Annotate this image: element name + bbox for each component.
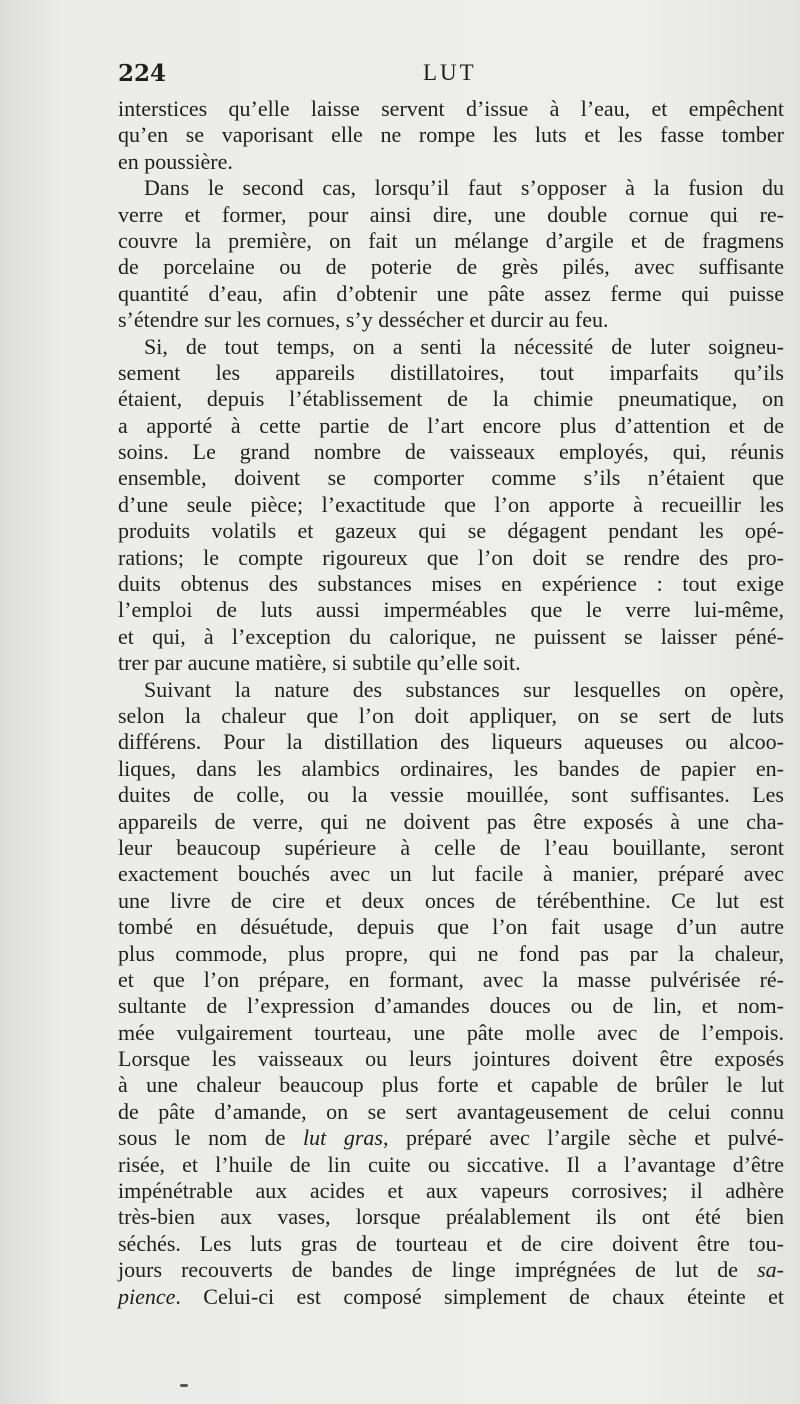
text-line: a apporté à cette partie de l’art encore plus d’attention et de — [118, 412, 784, 438]
page-header — [118, 60, 780, 94]
text-line: quantité d’eau, afin d’obtenir une pâte assez ferme qui puisse — [118, 280, 784, 306]
text-segment: sous le nom de — [118, 1125, 304, 1151]
italic-term: pience — [118, 1283, 176, 1309]
text-line: Lorsque les vaisseaux ou leurs jointures doivent être exposés — [118, 1046, 784, 1072]
italic-term: lut gras — [303, 1125, 383, 1151]
text-line: une livre de cire et deux onces de térébenthine. Ce lut est — [118, 887, 784, 913]
text-line: mée vulgairement tourteau, une pâte molle avec de l’empois. — [118, 1019, 784, 1045]
text-line: d’une seule pièce; l’exactitude que l’on apporte à recueillir les — [118, 491, 784, 517]
text-line — [118, 1125, 784, 1151]
text-line: qu’en se vaporisant elle ne rompe les luts et les fasse tomber — [118, 122, 784, 148]
text-line: interstices qu’elle laisse servent d’issue à l’eau, et empêchent — [118, 96, 784, 121]
text-line: et que l’on prépare, en formant, avec la masse pulvérisée ré- — [118, 966, 784, 992]
text-line: l’emploi de luts aussi imperméables que le verre lui-même, — [118, 597, 784, 623]
page-number: 224 — [118, 60, 167, 87]
ink-speck — [180, 1384, 188, 1387]
text-line — [118, 1257, 784, 1283]
text-line: Suivant la nature des substances sur lesquelles on opère, — [144, 676, 784, 702]
text-line: ensemble, doivent se comporter comme s’ils n’étaient que — [118, 465, 784, 491]
text-line: Dans le second cas, lorsqu’il faut s’opposer à la fusion du — [144, 175, 784, 201]
italic-term: sa- — [757, 1257, 784, 1283]
text-line: impénétrable aux acides et aux vapeurs corrosives; il adhère — [118, 1178, 784, 1204]
text-segment: , préparé avec l’argile sèche et pulvé- — [382, 1125, 784, 1151]
text-line: à une chaleur beaucoup plus forte et capable de brûler le lut — [118, 1072, 784, 1098]
text-line: risée, et l’huile de lin cuite ou siccative. Il a l’avantage d’être — [118, 1151, 784, 1177]
text-line: de pâte d’amande, on se sert avantageusement de celui connu — [118, 1098, 784, 1124]
text-line: de porcelaine ou de poterie de grès pilés, avec suffisante — [118, 254, 784, 280]
body-text — [118, 96, 784, 1310]
text-line: tombé en désuétude, depuis que l’on fait usage d’un autre — [118, 914, 784, 940]
text-line: soins. Le grand nombre de vaisseaux employés, qui, réunis — [118, 439, 784, 465]
text-line: Si, de tout temps, on a senti la nécessité de luter soigneu- — [144, 333, 784, 359]
text-line: produits volatils et gazeux qui se dégagent pendant les opé- — [118, 518, 784, 544]
text-line: séchés. Les luts gras de tourteau et de cire doivent être tou- — [118, 1230, 784, 1256]
text-line: duites de colle, ou la vessie mouillée, sont suffisantes. Les — [118, 782, 784, 808]
text-line: étaient, depuis l’établissement de la chimie pneumatique, on — [118, 386, 784, 412]
running-head: LUT — [423, 60, 477, 85]
text-line: rations; le compte rigoureux que l’on doit se rendre des pro- — [118, 544, 784, 570]
text-line — [118, 1284, 784, 1310]
text-line: en poussière. — [118, 148, 233, 174]
text-line: liques, dans les alambics ordinaires, les bandes de papier en- — [118, 755, 784, 781]
text-line: appareils de verre, qui ne doivent pas être exposés à une cha- — [118, 808, 784, 834]
text-line: plus commode, plus propre, qui ne fond pas par la chaleur, — [118, 940, 784, 966]
text-line: différens. Pour la distillation des liqueurs aqueuses ou alcoo- — [118, 729, 784, 755]
text-line: s’étendre sur les cornues, s’y dessécher et durcir au feu. — [118, 307, 609, 333]
text-line: très-bien aux vases, lorsque préalablement ils ont été bien — [118, 1204, 784, 1230]
text-line: exactement bouchés avec un lut facile à manier, préparé avec — [118, 861, 784, 887]
text-line: couvre la première, on fait un mélange d’argile et de fragmens — [118, 227, 784, 253]
text-line: verre et former, pour ainsi dire, une double cornue qui re- — [118, 201, 784, 227]
text-line: et qui, à l’exception du calorique, ne puissent se laisser péné- — [118, 623, 784, 649]
text-line: selon la chaleur que l’on doit appliquer, on se sert de luts — [118, 702, 784, 728]
text-segment: . Celui-ci est composé simplement de chaux éteinte et — [175, 1283, 784, 1309]
text-segment: jours recouverts de bandes de linge imprégnées de lut de — [118, 1257, 758, 1283]
text-line: leur beaucoup supérieure à celle de l’eau bouillante, seront — [118, 834, 784, 860]
text-line: duits obtenus des substances mises en expérience : tout exige — [118, 571, 784, 597]
text-line: sement les appareils distillatoires, tout imparfaits qu’ils — [118, 359, 784, 385]
text-line: trer par aucune matière, si subtile qu’elle soit. — [118, 650, 521, 676]
text-line: sultante de l’expression d’amandes douces ou de lin, et nom- — [118, 993, 784, 1019]
